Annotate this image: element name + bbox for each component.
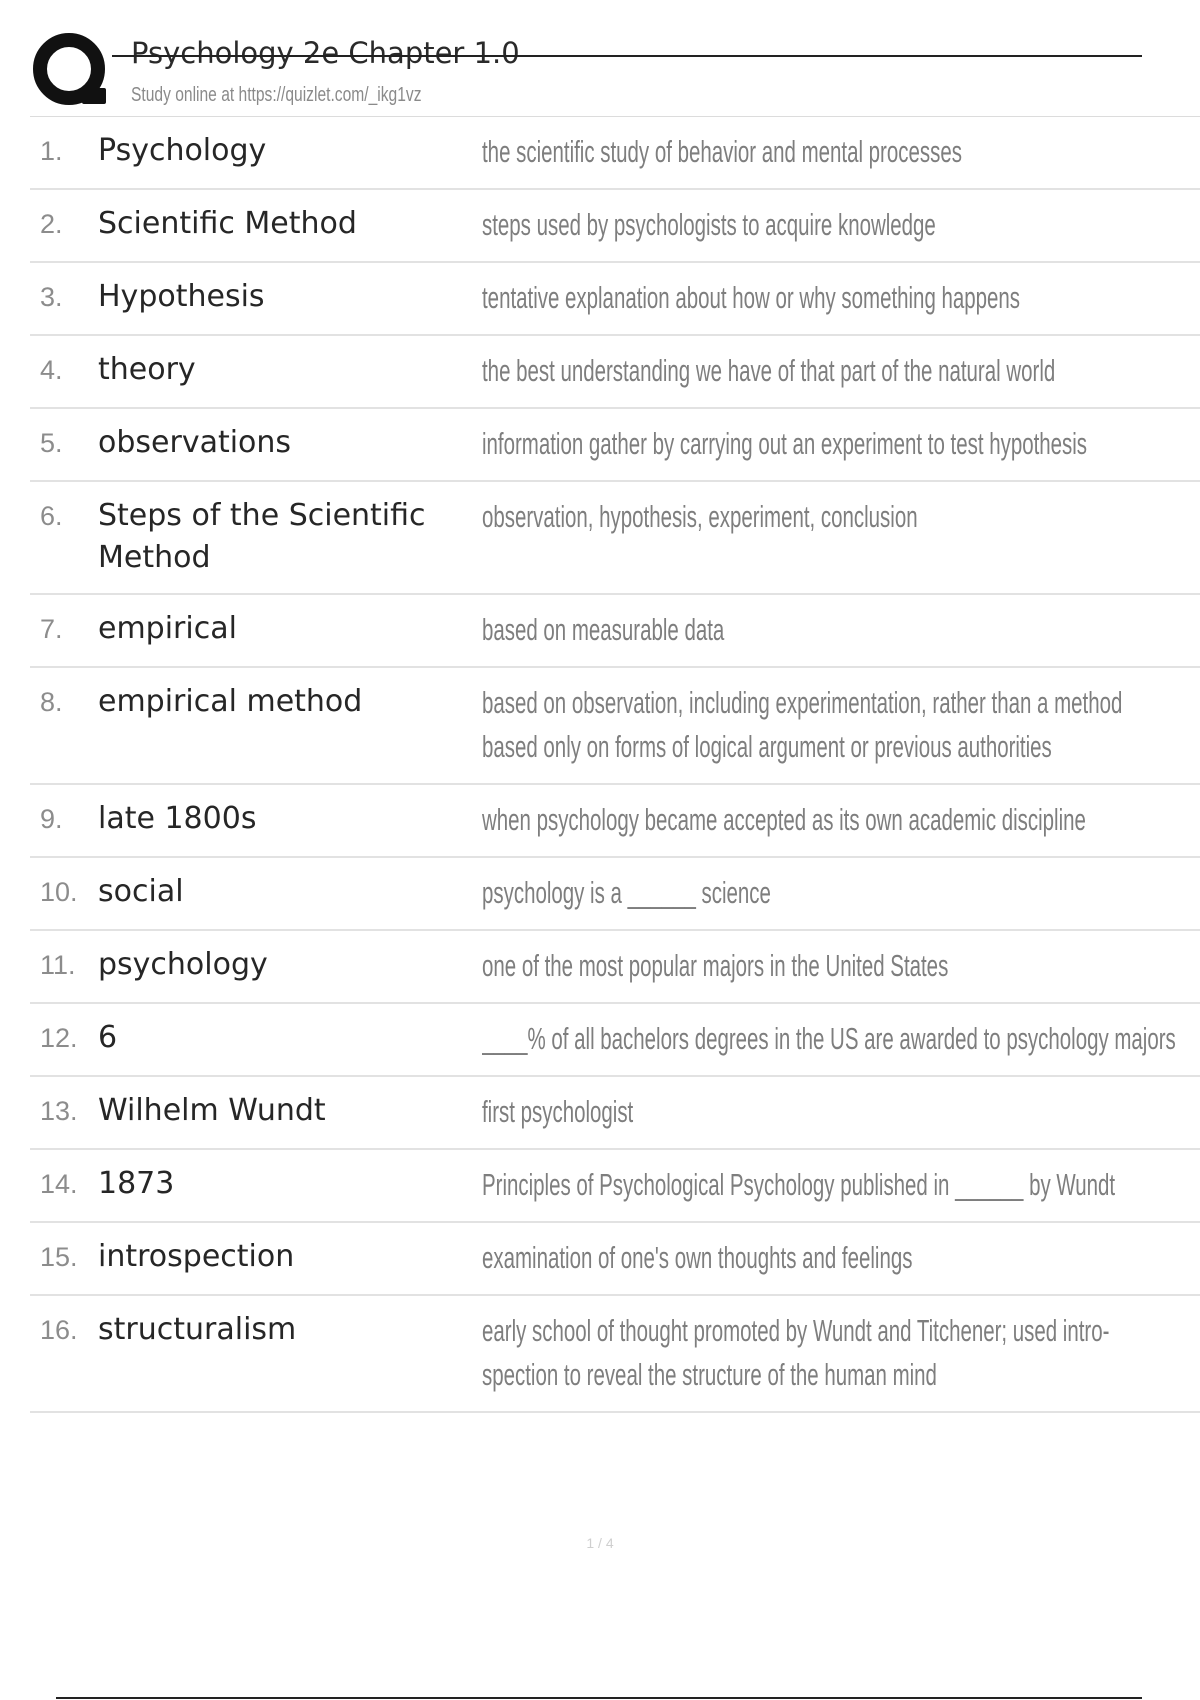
term-text: Hypothesis: [98, 279, 265, 314]
term-text: Psychology: [98, 133, 267, 168]
term-definition-text: early school of thought promoted by Wundt and Titchener; used intro-spection to reveal the structure of the human mind: [482, 1313, 1110, 1392]
term-row: [30, 1296, 1200, 1413]
term-number: 8.: [40, 687, 63, 717]
term-row: [30, 482, 1200, 595]
term-number: 5.: [40, 428, 63, 458]
term-row: [30, 1150, 1200, 1223]
header-rule: [112, 55, 1142, 57]
term-row: [30, 117, 1200, 190]
term-text: social: [98, 874, 184, 909]
term-definition: [482, 130, 1200, 174]
term-text: Scientific Method: [98, 206, 357, 241]
term-number: 1.: [40, 136, 63, 166]
term-text: structuralism: [98, 1312, 297, 1347]
term-definition: [482, 422, 1200, 466]
term-row: [30, 1077, 1200, 1150]
term-text: introspection: [98, 1239, 295, 1274]
term-text: theory: [98, 352, 196, 387]
term-text: Wilhelm Wundt: [98, 1093, 326, 1128]
term-definition-text: psychology is a ______ science: [482, 875, 771, 910]
term-definition: [482, 608, 1200, 652]
term-definition-text: tentative explanation about how or why something happens: [482, 280, 1021, 315]
term-number: 9.: [40, 804, 63, 834]
term-definition-text: information gather by carrying out an experiment to test hypothesis: [482, 426, 1088, 461]
term-definition-text: based on measurable data: [482, 612, 725, 647]
page-number: 1 / 4: [586, 1535, 614, 1551]
term-definition: [482, 944, 1200, 988]
term-definition: [482, 1163, 1200, 1207]
term-row: [30, 190, 1200, 263]
term-definition-text: based on observation, including experimentation, rather than a method based only on forms of logical argument or previous authorities: [482, 685, 1123, 764]
term-definition: [482, 871, 1200, 915]
term-definition-text: ____% of all bachelors degrees in the US are awarded to psychology majors: [482, 1021, 1176, 1056]
term-definition: [482, 276, 1200, 320]
term-text: 1873: [98, 1166, 175, 1201]
term-number: 11.: [40, 950, 76, 980]
term-definition: [482, 495, 1200, 539]
term-number: 3.: [40, 282, 63, 312]
term-definition-text: first psychologist: [482, 1094, 634, 1129]
term-definition: [482, 1309, 1200, 1397]
term-text: observations: [98, 425, 292, 460]
term-text: late 1800s: [98, 801, 257, 836]
term-row: [30, 931, 1200, 1004]
term-row: [30, 1223, 1200, 1296]
term-definition-text: one of the most popular majors in the United States: [482, 948, 949, 983]
term-definition-text: observation, hypothesis, experiment, conclusion: [482, 499, 918, 534]
term-definition: [482, 1017, 1200, 1061]
term-number: 12.: [40, 1023, 78, 1053]
term-definition: [482, 681, 1200, 769]
term-number: 10.: [40, 877, 78, 907]
term-row: [30, 1004, 1200, 1077]
term-number: 4.: [40, 355, 63, 385]
term-definition-text: steps used by psychologists to acquire knowledge: [482, 207, 936, 242]
term-row: [30, 409, 1200, 482]
term-row: [30, 785, 1200, 858]
term-row: [30, 595, 1200, 668]
term-number: 6.: [40, 501, 63, 531]
study-online-link[interactable]: Study online at https://quizlet.com/_ikg1vz: [131, 84, 422, 106]
term-definition: [482, 798, 1200, 842]
term-definition: [482, 349, 1200, 393]
term-number: 16.: [40, 1315, 78, 1345]
term-definition-text: the scientific study of behavior and mental processes: [482, 134, 962, 169]
term-text: psychology: [98, 947, 268, 982]
term-text: 6: [98, 1020, 118, 1055]
term-text: Steps of the Scientific Method: [98, 498, 426, 575]
term-definition-text: Principles of Psychological Psychology published in ______ by Wundt: [482, 1167, 1116, 1202]
term-definition-text: when psychology became accepted as its own academic discipline: [482, 802, 1086, 837]
term-row: [30, 668, 1200, 785]
term-definition: [482, 1090, 1200, 1134]
terms-list: [30, 116, 1200, 1413]
document-title: Psychology 2e Chapter 1.0: [131, 36, 520, 70]
term-definition-text: examination of one's own thoughts and feelings: [482, 1240, 913, 1275]
term-row: [30, 263, 1200, 336]
term-definition: [482, 203, 1200, 247]
term-number: 2.: [40, 209, 63, 239]
term-row: [30, 336, 1200, 409]
term-text: empirical method: [98, 684, 363, 719]
term-text: empirical: [98, 611, 237, 646]
term-definition: [482, 1236, 1200, 1280]
quizlet-logo-icon: [32, 32, 110, 110]
term-number: 15.: [40, 1242, 78, 1272]
footer-rule: [56, 1697, 1142, 1699]
term-definition-text: the best understanding we have of that part of the natural world: [482, 353, 1056, 388]
term-number: 14.: [40, 1169, 78, 1199]
term-number: 7.: [40, 614, 63, 644]
term-row: [30, 858, 1200, 931]
term-number: 13.: [40, 1096, 78, 1126]
